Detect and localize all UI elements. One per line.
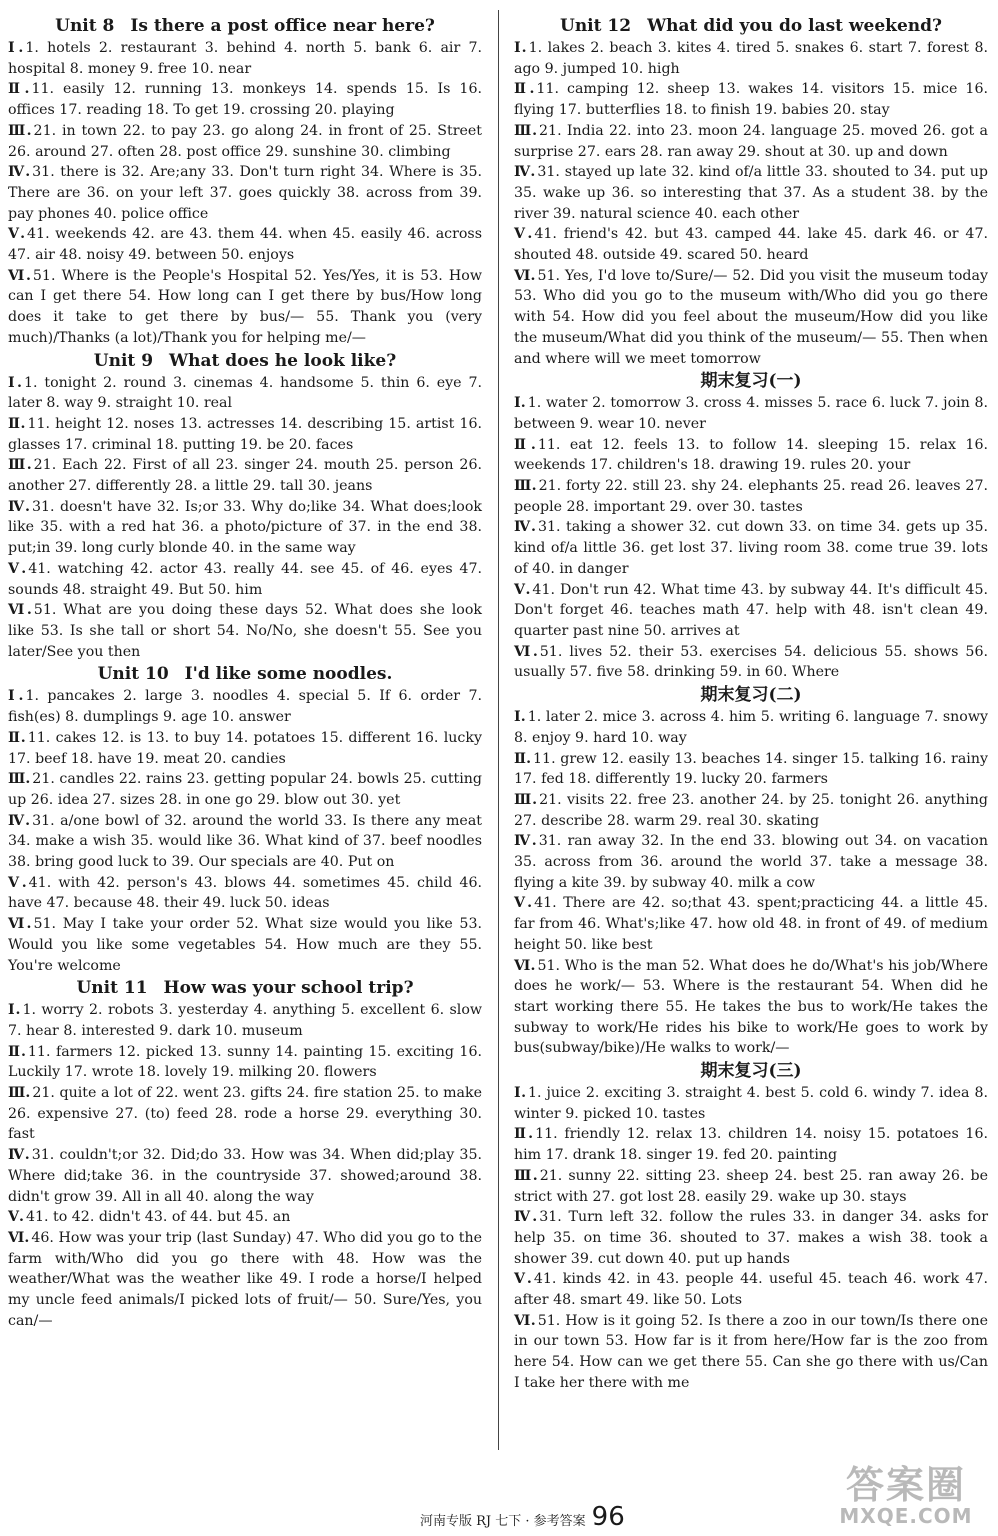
section-numeral: Ⅵ. (514, 643, 538, 660)
section-numeral: Ⅰ. (8, 374, 22, 391)
section-numeral: Ⅰ. (514, 395, 526, 412)
section-answers: 41. Don't run 42. What time 43. by subway 44. It's difficult 45. Don't forget 46. teaches math 47. help with 48. isn't clean 49. quarter past nine 50. arrives at (514, 581, 988, 639)
section-numeral: Ⅳ. (8, 812, 31, 829)
section-numeral: Ⅳ. (514, 833, 537, 850)
section-numeral: Ⅰ. (8, 1002, 21, 1019)
section-numeral: Ⅴ. (514, 1271, 532, 1288)
section-numeral: Ⅳ. (514, 164, 536, 181)
section-answers: 41. watching 42. actor 43. really 44. see 45. of 46. eyes 47. sounds 48. straight 49. But 50. him (8, 560, 482, 598)
section-numeral: Ⅱ. (8, 729, 26, 746)
unit-label: Unit 8 (55, 16, 115, 36)
answer-section (8, 728, 482, 769)
answer-section (514, 580, 988, 642)
section-numeral: Ⅰ. (514, 40, 527, 56)
section-answers: 31. Turn left 32. follow the rules 33. in danger 34. asks for help 35. on time 36. shouted to 37. makes a wish 38. took a shower 39. cut down 40. put up hands (514, 1209, 988, 1267)
answer-section (8, 121, 482, 162)
section-numeral: Ⅵ. (8, 602, 32, 619)
section-numeral: Ⅳ. (8, 498, 30, 515)
unit-heading: 期末复习(二) (700, 685, 802, 706)
section-answers: 11. eat 12. feels 13. to follow 14. sleeping 15. relax 16. weekends 17. children's 18. drawing 19. rules 20. your (514, 436, 988, 474)
section-answers: 51. Where is the People's Hospital 52. Yes/Yes, it is 53. How can I get there 54. How long can I get there by bus/How long does it take to get there by bus/— 55. Thank you (very much)/Thanks (a lot)/Thank you for helping me/— (8, 267, 482, 346)
answer-section (514, 224, 988, 265)
section-answers: 1. later 2. mice 3. across 4. him 5. writing 6. language 7. snowy 8. enjoy 9. hard 10. way (514, 709, 989, 746)
section-answers: 11. camping 12. sheep 13. wakes 14. visitors 15. mice 16. flying 17. butterflies 18. to finish 19. babies 20. stay (514, 81, 988, 119)
section-numeral: Ⅲ. (514, 122, 538, 139)
answer-section (8, 1145, 482, 1207)
section-numeral: Ⅲ. (8, 457, 32, 474)
section-answers: 51. lives 52. their 53. exercises 54. delicious 55. shows 56. usually 57. five 58. drinking 59. in 60. Where (514, 643, 988, 681)
section-numeral: Ⅱ. (8, 81, 30, 98)
section-numeral: Ⅱ. (514, 81, 535, 98)
watermark-cn: 答案圈 (845, 1463, 966, 1507)
watermark-logo (820, 1465, 992, 1531)
section-numeral: Ⅴ. (8, 874, 27, 891)
unit-heading: What does he look like? (169, 350, 397, 371)
answer-section (514, 517, 988, 579)
section-numeral: Ⅲ. (8, 1085, 31, 1102)
section-numeral: Ⅱ. (514, 1126, 534, 1143)
section-numeral: Ⅳ. (8, 1147, 30, 1164)
section-answers: 31. a/one bowl of 32. around the world 33. Is there any meat 34. make a wish 35. would like 36. What kind of 37. beef noodles 38. bring good luck to 39. Our specials are 40. Put on (8, 812, 482, 871)
section-numeral: Ⅰ. (8, 688, 24, 705)
section-numeral: Ⅱ. (514, 750, 532, 767)
section-answers: 1. water 2. tomorrow 3. cross 4. misses 5. race 6. luck 7. join 8. between 9. wear 10. never (514, 395, 988, 432)
unit-title (514, 683, 988, 707)
answer-section (8, 914, 482, 976)
answer-section (514, 1311, 988, 1394)
answer-section (514, 1207, 988, 1269)
section-answers: 1. pancakes 2. large 3. noodles 4. special 5. If 6. order 7. fish(es) 8. dumplings 9. age 10. answer (8, 688, 482, 726)
answer-section (8, 266, 482, 349)
answer-section (8, 497, 482, 559)
section-answers: 31. taking a shower 32. cut down 33. on time 34. gets up 35. kind of/a little 36. get lost 37. living room 38. come true 39. lots of 40. in danger (514, 519, 988, 577)
answer-section (8, 1000, 482, 1041)
answer-section (514, 1269, 988, 1310)
section-answers: 31. stayed up late 32. kind of/a little 33. shouted to 34. put up 35. wake up 36. so interesting that 37. As a student 38. by the river 39. natural science 40. each other (514, 164, 988, 222)
answer-section (514, 893, 988, 955)
unit-label: Unit 12 (560, 16, 632, 36)
page-footer (420, 1502, 625, 1532)
answer-section (8, 1228, 482, 1332)
unit-title (8, 662, 482, 686)
section-answers: 46. How was your trip (last Sunday) 47. Who did you go to the farm with/Who did you go there with 48. How was the weather/What was the weather like 49. I rode a horse/I helped my uncle feed animals/I picked lots of fruit/— 50. Sure/Yes, you can/— (8, 1229, 482, 1329)
unit-title (514, 14, 988, 38)
unit-title (514, 1059, 988, 1083)
answer-section (514, 707, 988, 748)
answer-section (8, 162, 482, 224)
answer-section (8, 769, 482, 810)
answer-section (514, 38, 988, 79)
unit-heading: What did you do last weekend? (647, 16, 942, 36)
page-number: 96 (591, 1502, 625, 1532)
answer-section (8, 1042, 482, 1083)
section-answers: 21. Each 22. First of all 23. singer 24. mouth 25. person 26. another 27. differently 28. a little 29. tall 30. jeans (8, 457, 482, 495)
section-numeral: Ⅵ. (8, 1229, 30, 1246)
answer-section (8, 79, 482, 120)
section-numeral: Ⅵ. (514, 1312, 536, 1329)
section-answers: 1. hotels 2. restaurant 3. behind 4. north 5. bank 6. air 7. hospital 8. money 9. free 10. near (8, 40, 483, 77)
answer-section (8, 1083, 482, 1145)
section-answers: 31. couldn't;or 32. Did;do 33. How was 34. When did;play 35. Where did;take 36. in the countryside 37. showed;around 38. didn't grow 39. All in all 40. along the way (8, 1147, 482, 1205)
section-numeral: Ⅵ. (514, 267, 536, 284)
answer-section (514, 121, 988, 162)
section-numeral: Ⅰ. (8, 40, 24, 56)
section-answers: 51. Yes, I'd love to/Sure/— 52. Did you visit the museum today 53. Who did you go to the museum with/Who did you go there with 54. How did you feel about the museum/How did you like the museum/What did you think of the museum/— 55. Then when and where will we meet tomorrow (514, 267, 988, 367)
section-answers: 31. there is 32. Are;any 33. Don't turn right 34. Where is 35. There are 36. on your left 37. goes quickly 38. across from 39. pay phones 40. police office (8, 164, 482, 222)
section-answers: 11. height 12. noses 13. actresses 14. describing 15. artist 16. glasses 17. criminal 18. putting 19. be 20. faces (8, 415, 483, 453)
section-answers: 11. easily 12. running 13. monkeys 14. spends 15. Is 16. offices 17. reading 18. To get 19. crossing 20. playing (8, 81, 482, 119)
section-answers: 41. weekends 42. are 43. them 44. when 45. easily 46. across 47. air 48. noisy 49. between 50. enjoys (8, 226, 482, 264)
left-column (8, 14, 482, 1331)
unit-heading: I'd like some noodles. (184, 664, 393, 685)
unit-title (514, 369, 988, 393)
column-divider (498, 10, 499, 1450)
section-numeral: Ⅳ. (8, 164, 31, 181)
section-answers: 21. candles 22. rains 23. getting popular 24. bowls 25. cutting up 26. idea 27. sizes 28. in one go 29. blow out 30. yet (8, 771, 482, 808)
answer-section (8, 686, 482, 727)
answer-section (514, 476, 988, 517)
section-numeral: Ⅴ. (514, 581, 531, 598)
section-numeral: Ⅴ. (8, 1209, 24, 1226)
section-numeral: Ⅱ. (8, 415, 26, 432)
section-numeral: Ⅰ. (514, 709, 526, 726)
section-answers: 31. ran away 32. In the end 33. blowing out 34. on vacation 35. across from 36. around the world 37. take a message 38. flying a kite 39. by subway 40. milk a cow (514, 833, 988, 891)
section-answers: 41. kinds 42. in 43. people 44. useful 45. teach 46. work 47. after 48. smart 49. like 50. Lots (514, 1271, 988, 1309)
answer-section (514, 266, 988, 370)
section-numeral: Ⅲ. (8, 122, 32, 139)
answer-section (514, 831, 988, 893)
section-numeral: Ⅵ. (8, 916, 32, 933)
answer-section (8, 224, 482, 265)
unit-title (8, 349, 482, 373)
section-numeral: Ⅲ. (8, 771, 31, 788)
section-answers: 21. sunny 22. sitting 23. sheep 24. best 25. ran away 26. be strict with 27. got lost 28. easily 29. wake up 30. stays (514, 1167, 988, 1205)
section-numeral: Ⅳ. (514, 1209, 538, 1226)
section-numeral: Ⅰ. (514, 1085, 527, 1102)
unit-title (8, 976, 482, 1000)
section-answers: 1. juice 2. exciting 3. straight 4. best 5. cold 6. windy 7. idea 8. winter 9. picked 10. tastes (514, 1085, 988, 1122)
section-answers: 21. India 22. into 23. moon 24. language 25. moved 26. got a surprise 27. ears 28. ran away 29. shout at 30. up and down (514, 122, 989, 160)
section-answers: 41. to 42. didn't 43. of 44. but 45. an (25, 1209, 291, 1226)
section-numeral: Ⅴ. (8, 226, 26, 243)
section-numeral: Ⅴ. (514, 895, 533, 912)
unit-label: Unit 9 (93, 350, 154, 371)
section-answers: 11. farmers 12. picked 13. sunny 14. painting 15. exciting 16. Luckily 17. wrote 18. lovely 19. milking 20. flowers (8, 1043, 482, 1081)
answer-section (8, 38, 482, 79)
answer-section (8, 1207, 482, 1228)
answer-section (514, 1124, 988, 1165)
answer-section (514, 1166, 988, 1207)
section-answers: 11. friendly 12. relax 13. children 14. noisy 15. potatoes 16. him 17. drank 18. singer 19. fed 20. painting (514, 1126, 988, 1164)
section-answers: 41. with 42. person's 43. blows 44. sometimes 45. child 46. have 47. because 48. their 49. luck 50. ideas (8, 874, 482, 912)
answer-section (514, 162, 988, 224)
section-numeral: Ⅳ. (514, 519, 536, 536)
answer-section (514, 393, 988, 434)
answer-section (8, 414, 482, 455)
unit-heading: Is there a post office near here? (130, 16, 435, 36)
section-numeral: Ⅱ. (8, 1043, 26, 1060)
section-answers: 11. cakes 12. is 13. to buy 14. potatoes 15. different 16. lucky 17. beef 18. have 19. meat 20. candies (8, 729, 482, 767)
section-answers: 51. How is it going 52. Is there a zoo in our town/Is there one in our town 53. How far is it from here/How far is the zoo from here 54. How can we get there 55. Can she go there with us/Can I take her there with me (514, 1312, 988, 1391)
section-answers: 1. worry 2. robots 3. yesterday 4. anything 5. excellent 6. slow 7. hear 8. interested 9. dark 10. museum (8, 1002, 482, 1039)
answer-section (8, 373, 482, 414)
section-numeral: Ⅵ. (8, 267, 31, 284)
section-answers: 1. lakes 2. beach 3. kites 4. tired 5. snakes 6. start 7. forest 8. ago 9. jumped 10. high (514, 40, 988, 77)
answer-section (8, 559, 482, 600)
answer-section (8, 873, 482, 914)
answer-section (8, 455, 482, 496)
section-answers: 21. forty 22. still 23. shy 24. elephants 25. read 26. leaves 27. people 28. important 29. over 30. tastes (514, 478, 988, 515)
answer-section (514, 1083, 988, 1124)
section-numeral: Ⅴ. (8, 560, 27, 577)
right-column (514, 14, 988, 1394)
unit-label: Unit 11 (76, 978, 148, 999)
section-answers: 41. There are 42. so;that 43. spent;practicing 44. a little 45. far from 46. What's;like 47. how old 48. in front of 49. of medium height 50. like best (514, 895, 988, 953)
section-answers: 21. in town 22. to pay 23. go along 24. in front of 25. Street 26. around 27. often 28. post office 29. sunshine 30. climbing (8, 122, 483, 160)
answer-section (514, 642, 988, 683)
section-numeral: Ⅴ. (514, 226, 533, 243)
unit-label: Unit 10 (97, 664, 169, 685)
section-answers: 51. What are you doing these days 52. What does she look like 53. Is she tall or short 54. No/No, she doesn't 55. See you later/See you then (8, 602, 482, 660)
section-answers: 11. grew 12. easily 13. beaches 14. singer 15. talking 16. rainy 17. fed 18. differently 19. lucky 20. farmers (514, 750, 988, 788)
section-numeral: Ⅱ. (514, 436, 536, 453)
section-numeral: Ⅲ. (514, 478, 537, 495)
section-answers: 51. May I take your order 52. What size would you like 53. Would you like some vegetables 54. How much are they 55. You're welcome (8, 916, 482, 974)
answer-section (514, 790, 988, 831)
section-answers: 31. doesn't have 32. Is;or 33. Why do;like 34. What does;look like 35. with a red hat 36. a photo/picture of 37. in the end 38. put;in 39. long curly blonde 40. in the same way (8, 498, 482, 557)
answer-section (8, 811, 482, 873)
unit-heading: 期末复习(一) (700, 371, 802, 392)
answer-section (514, 956, 988, 1060)
section-numeral: Ⅵ. (514, 957, 536, 974)
footer-label: 河南专版 RJ 七下 · 参考答案 (420, 1514, 586, 1529)
answer-section (514, 79, 988, 120)
answer-section (514, 749, 988, 790)
section-answers: 21. quite a lot of 22. went 23. gifts 24. fire station 25. to make 26. expensive 27. (to) feed 28. rode a horse 29. everything 30. fast (8, 1085, 483, 1143)
section-numeral: Ⅲ. (514, 791, 538, 808)
answer-section (514, 435, 988, 476)
section-answers: 21. visits 22. free 23. another 24. by 25. tonight 26. anything 27. describe 28. warm 29. real 30. skating (514, 791, 988, 829)
watermark-en: MXQE.COM (839, 1504, 973, 1528)
answer-section (8, 600, 482, 662)
unit-heading: 期末复习(三) (700, 1061, 802, 1082)
section-answers: 1. tonight 2. round 3. cinemas 4. handsome 5. thin 6. eye 7. later 8. way 9. straight 10. real (8, 374, 482, 412)
section-answers: 41. friend's 42. but 43. camped 44. lake 45. dark 46. or 47. shouted 48. outside 49. scared 50. heard (514, 226, 988, 264)
unit-heading: How was your school trip? (163, 978, 414, 999)
section-answers: 51. Who is the man 52. What does he do/What's his job/Where does he work/— 53. Where is the restaurant 54. When did he start working there 55. He takes the bus to work/He takes the subway to work/He rides his bike to work/He goes to work by bus(subway/bike)/He walks to work/— (514, 957, 989, 1057)
unit-title (8, 14, 482, 38)
section-numeral: Ⅲ. (514, 1167, 538, 1184)
